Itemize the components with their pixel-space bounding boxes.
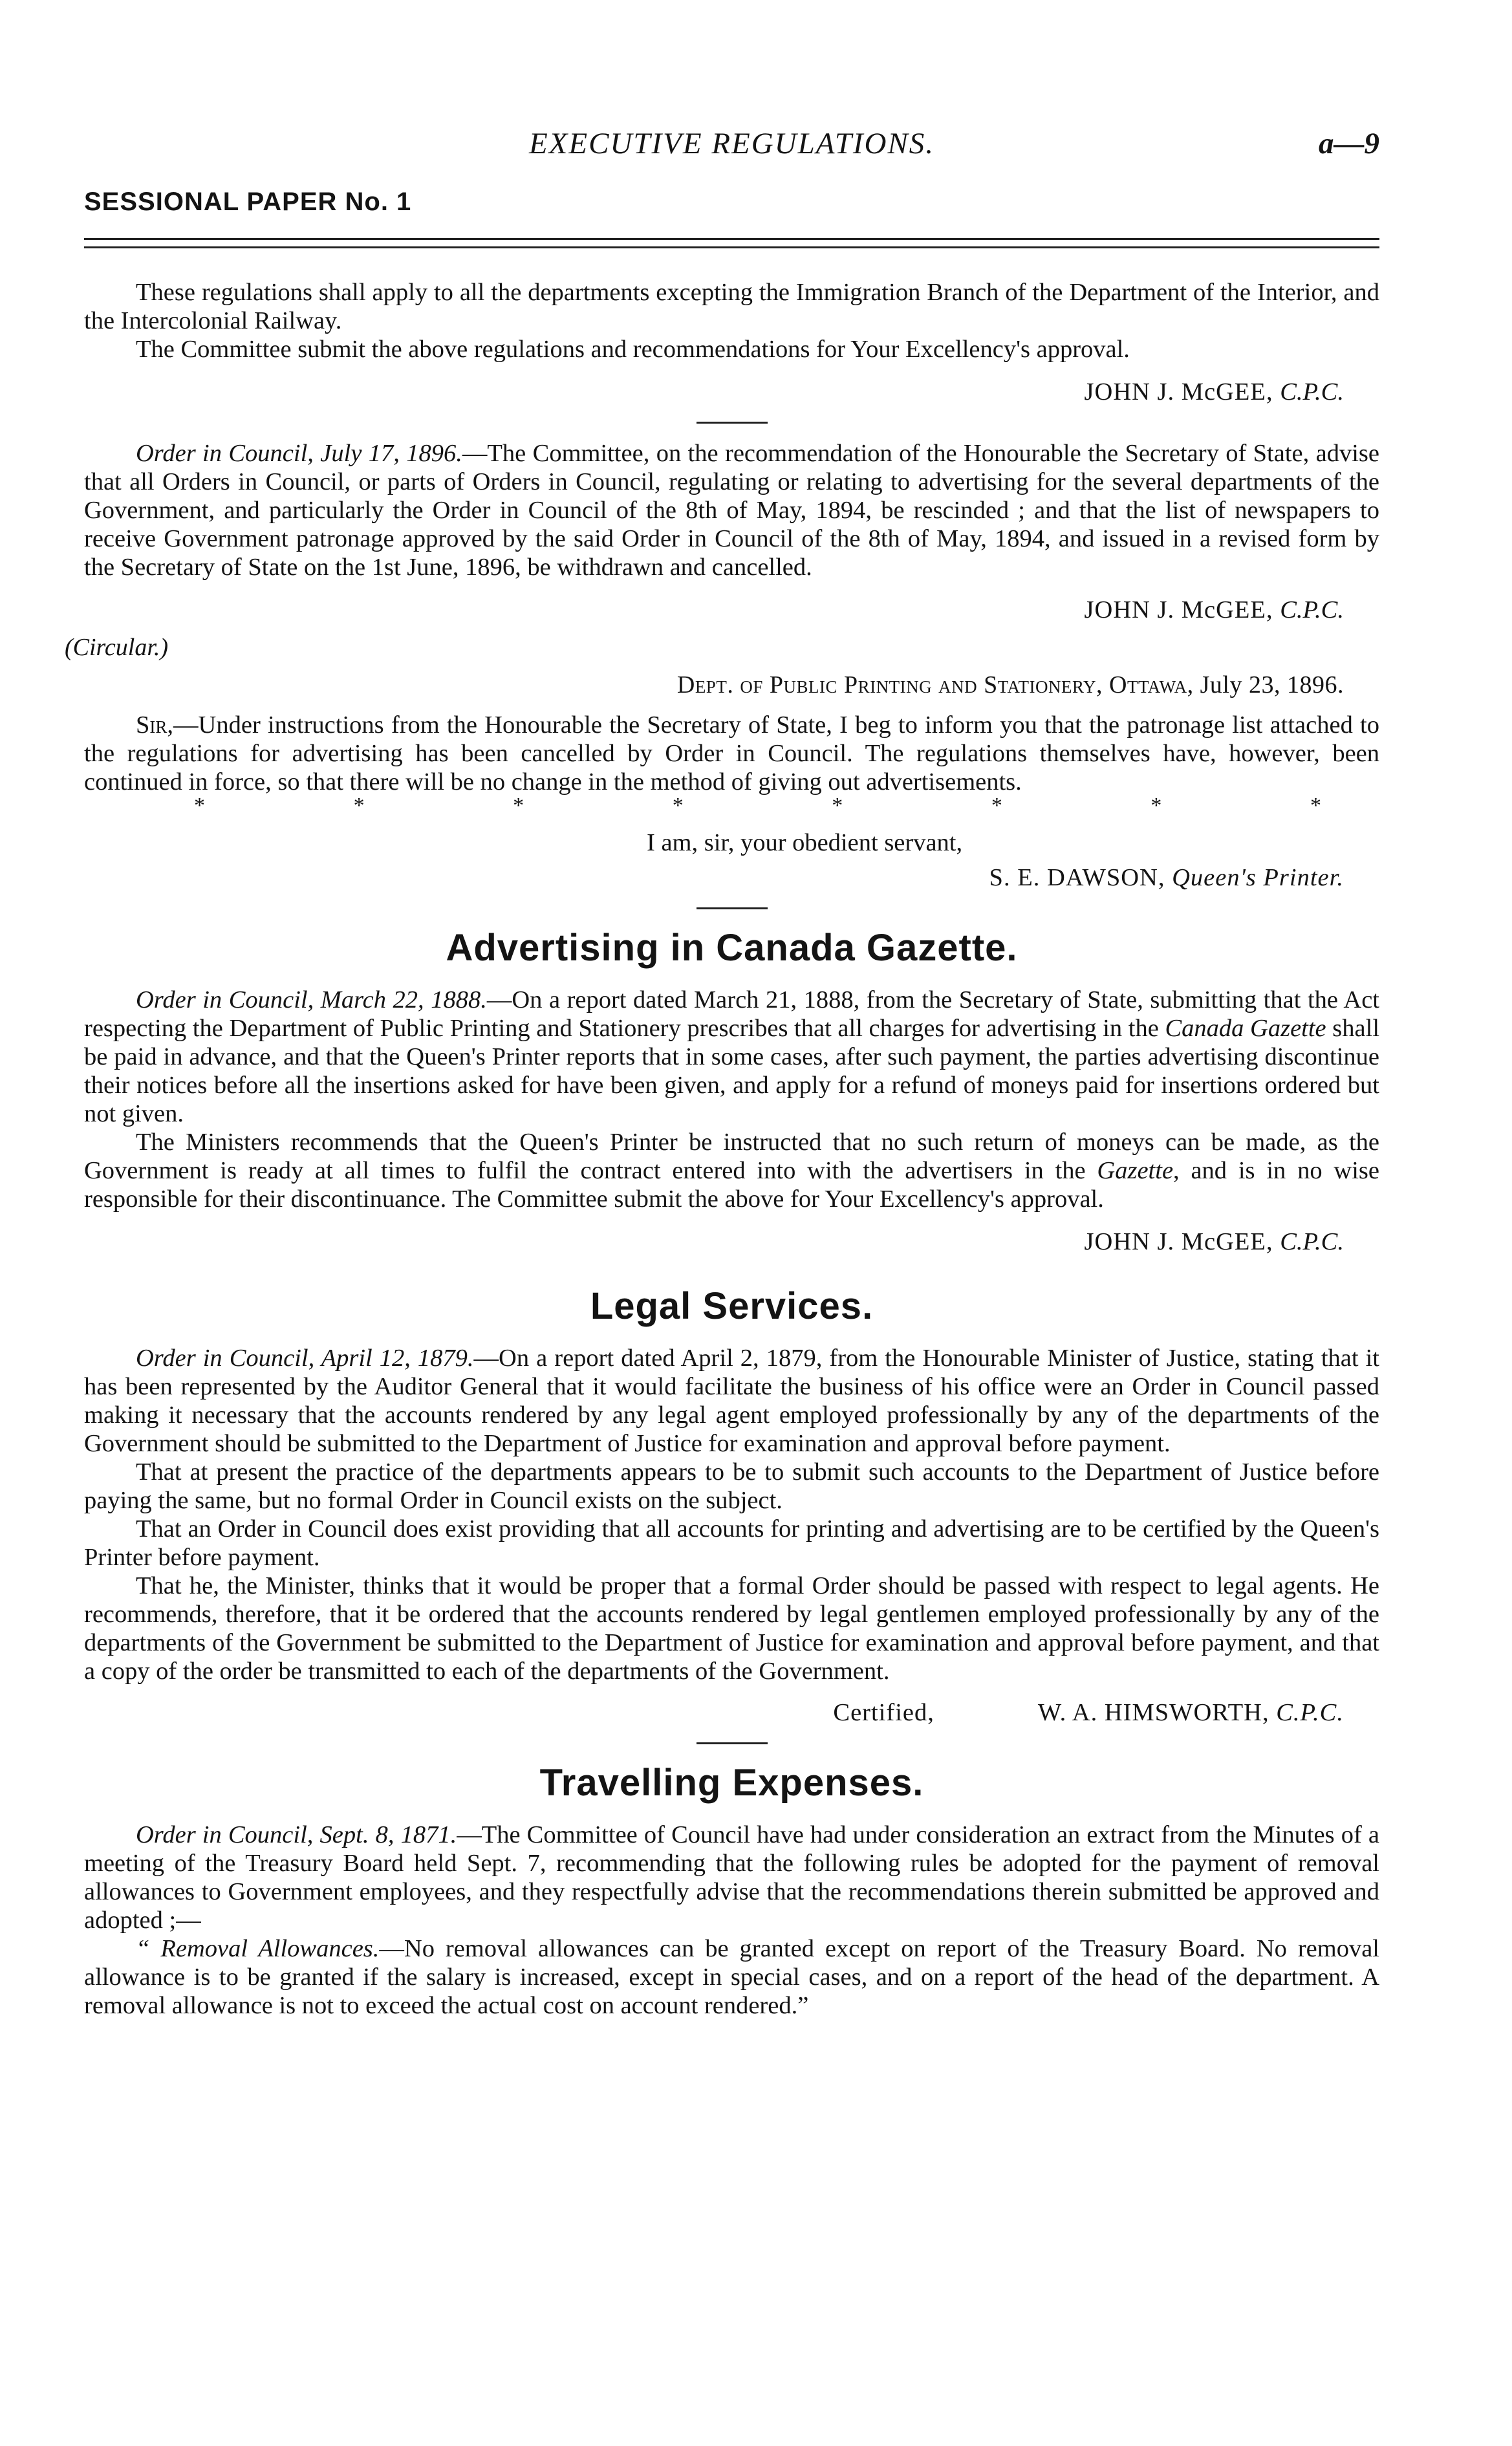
- page-header: [84, 126, 1379, 165]
- legal-paragraph-2: That at present the practice of the departments appears to be to submit such accounts to the Department of Justice before paying the same, but no formal Order in Council exists on the subject.: [84, 1458, 1379, 1514]
- paragraph-text-cont: , and is in no wise responsible for their discontinuance. The Committee submit the above for Your Excellency's approval.: [84, 1157, 1379, 1213]
- advertising-signature: [84, 1228, 1344, 1256]
- travelling-paragraph-2: [84, 1934, 1379, 2020]
- letter-signature: [84, 863, 1344, 892]
- travelling-paragraph-1: [84, 1821, 1379, 1934]
- gazette-name: Gazette: [1097, 1157, 1174, 1184]
- asterisk: *: [353, 794, 365, 817]
- salutation: Sir,: [136, 711, 174, 739]
- removal-allowances-body: —No removal allowances can be granted except on report of the Treasury Board. No removal allowance is to be granted if the salary is increased, except in special cases, and on a report of the head of the department. A removal allowance is not to exceed the actual cost on account rendered.”: [84, 1935, 1379, 2019]
- order-july-paragraph: [84, 439, 1379, 581]
- signer-name: S. E. DAWSON,: [989, 864, 1165, 891]
- order-lead: Order in Council, July 17, 1896.: [136, 440, 462, 467]
- order-body-cont: shall be paid in advance, and that the Queen's Printer reports that in some cases, after such payment, the parties advertising discontinue their notices before all the insertions asked for have been given, and apply for a refund of moneys paid for insertions ordered but not given.: [84, 1015, 1380, 1127]
- advertising-paragraph-2: [84, 1128, 1379, 1213]
- order-body: —On a report dated March 21, 1888, from the Secretary of State, submitting that the Act respecting the Department of Public Printing and Stationery prescribes that all charges for advertising in the: [84, 986, 1379, 1042]
- signature-name: JOHN J. McGEE,: [1084, 1228, 1273, 1255]
- section-divider: [697, 1742, 768, 1744]
- signature-name: JOHN J. McGEE,: [1084, 596, 1273, 623]
- section-divider: [697, 422, 768, 424]
- legal-certification: [84, 1698, 1344, 1727]
- signature-title: C.P.C.: [1280, 1228, 1344, 1255]
- asterisk: *: [672, 794, 684, 817]
- omission-asterisks: [84, 796, 1379, 817]
- asterisk: *: [1150, 794, 1162, 817]
- certifier-signature: [1038, 1698, 1344, 1727]
- dept-name: Dept. of Public Printing and Stationery, Ottawa,: [676, 671, 1194, 698]
- advertising-paragraph-1: [84, 986, 1379, 1128]
- document-body: [65, 278, 1380, 2020]
- order-body: —The Committee, on the recommendation of the Honourable the Secretary of State, advise that all Orders in Council, or parts of Orders in Council, regulating or relating to advertising for the several departments of the Government, and particularly the Order in Council of the 8th of May, 1894, be rescinded ; and that the list of newspapers to receive Government patronage approved by the said Order in Council of the 8th of May, 1894, and issued in a revised form by the Secretary of State on the 1st June, 1896, be withdrawn and cancelled.: [84, 440, 1379, 581]
- circular-header: [65, 633, 1379, 711]
- circular-label: (Circular.): [65, 634, 169, 661]
- asterisk: *: [991, 794, 1002, 817]
- asterisk: *: [513, 794, 524, 817]
- section-divider: [697, 907, 768, 909]
- running-title: EXECUTIVE REGULATIONS.: [528, 127, 935, 160]
- order-july-signature: [84, 596, 1344, 624]
- order-lead: Order in Council, April 12, 1879.: [136, 1345, 474, 1372]
- signature-name: W. A. HIMSWORTH,: [1037, 1699, 1269, 1726]
- dept-date: July 23, 1896.: [1200, 671, 1344, 698]
- intro-signature: [84, 378, 1344, 406]
- removal-allowances-lead: “ Removal Allowances.: [136, 1935, 380, 1962]
- signer-title: Queen's Printer.: [1172, 864, 1344, 891]
- asterisk: *: [194, 794, 205, 817]
- page-number: a—9: [1319, 127, 1379, 160]
- intro-paragraph-2: The Committee submit the above regulations and recommendations for Your Excellency's approval.: [136, 336, 1130, 363]
- letter-closing: I am, sir, your obedient servant,: [647, 829, 963, 856]
- sessional-paper-label: SESSIONAL PAPER No. 1: [84, 188, 412, 216]
- section-heading-travelling: Travelling Expenses.: [539, 1762, 924, 1804]
- legal-paragraph-1: [84, 1344, 1379, 1458]
- signature-name: JOHN J. McGEE,: [1084, 378, 1273, 406]
- gazette-name: Canada Gazette: [1165, 1015, 1326, 1042]
- order-lead: Order in Council, March 22, 1888.: [136, 986, 487, 1013]
- asterisk: *: [832, 794, 843, 817]
- certified-label: Certified,: [833, 1699, 934, 1726]
- circular-letter: [84, 711, 1379, 796]
- order-body: —The Committee of Council have had under consideration an extract from the Minutes of a meeting of the Treasury Board held Sept. 7, recommending that the following rules be adopted for the payment of removal allowances to Government employees, and they respectfully advise that the recommendations therein submitted be approved and adopted ;—: [84, 1821, 1379, 1934]
- signature-title: C.P.C.: [1276, 1699, 1344, 1726]
- spacer: [84, 1256, 1379, 1278]
- asterisk: *: [1310, 794, 1321, 817]
- header-double-rule: [84, 238, 1379, 248]
- signature-title: C.P.C.: [1280, 378, 1344, 406]
- intro-paragraph-1: These regulations shall apply to all the departments excepting the Immigration Branch of the Department of the Interior, and the Intercolonial Railway.: [84, 279, 1379, 334]
- legal-paragraph-3: That an Order in Council does exist providing that all accounts for printing and advertising are to be certified by the Queen's Printer before payment.: [84, 1515, 1379, 1571]
- letter-body: —Under instructions from the Honourable the Secretary of State, I beg to inform you that the patronage list attached to the regulations for advertising has been cancelled by Order in Council. The regulations themselves have, however, been continued in force, so that there will be no change in the method of giving out advertisements.: [84, 711, 1379, 795]
- dept-line: [677, 671, 1344, 699]
- section-heading-advertising: Advertising in Canada Gazette.: [446, 927, 1018, 969]
- paragraph-text: The Ministers recommends that the Queen's Printer be instructed that no such return of moneys can be made, as the Government is ready at all times to fulfil the contract entered into with the advertisers in the: [84, 1129, 1379, 1184]
- signature-title: C.P.C.: [1280, 596, 1344, 623]
- section-heading-legal: Legal Services.: [590, 1285, 874, 1327]
- order-body: —On a report dated April 2, 1879, from the Honourable Minister of Justice, stating that it has been represented by the Auditor General that it would facilitate the business of his office were an Order in Council passed making it necessary that the accounts rendered by any legal agent employed professionally by any of the departments of the Government should be submitted to the Department of Justice for examination and approval before payment.: [84, 1345, 1380, 1457]
- legal-paragraph-4: That he, the Minister, thinks that it would be proper that a formal Order should be passed with respect to legal agents. He recommends, therefore, that it be ordered that the accounts rendered by legal gentlemen employed professionally by any of the departments of the Government be submitted to the Department of Justice for examination and approval before payment, and that a copy of the order be transmitted to each of the departments of the Government.: [84, 1572, 1379, 1685]
- order-lead: Order in Council, Sept. 8, 1871.: [136, 1821, 457, 1848]
